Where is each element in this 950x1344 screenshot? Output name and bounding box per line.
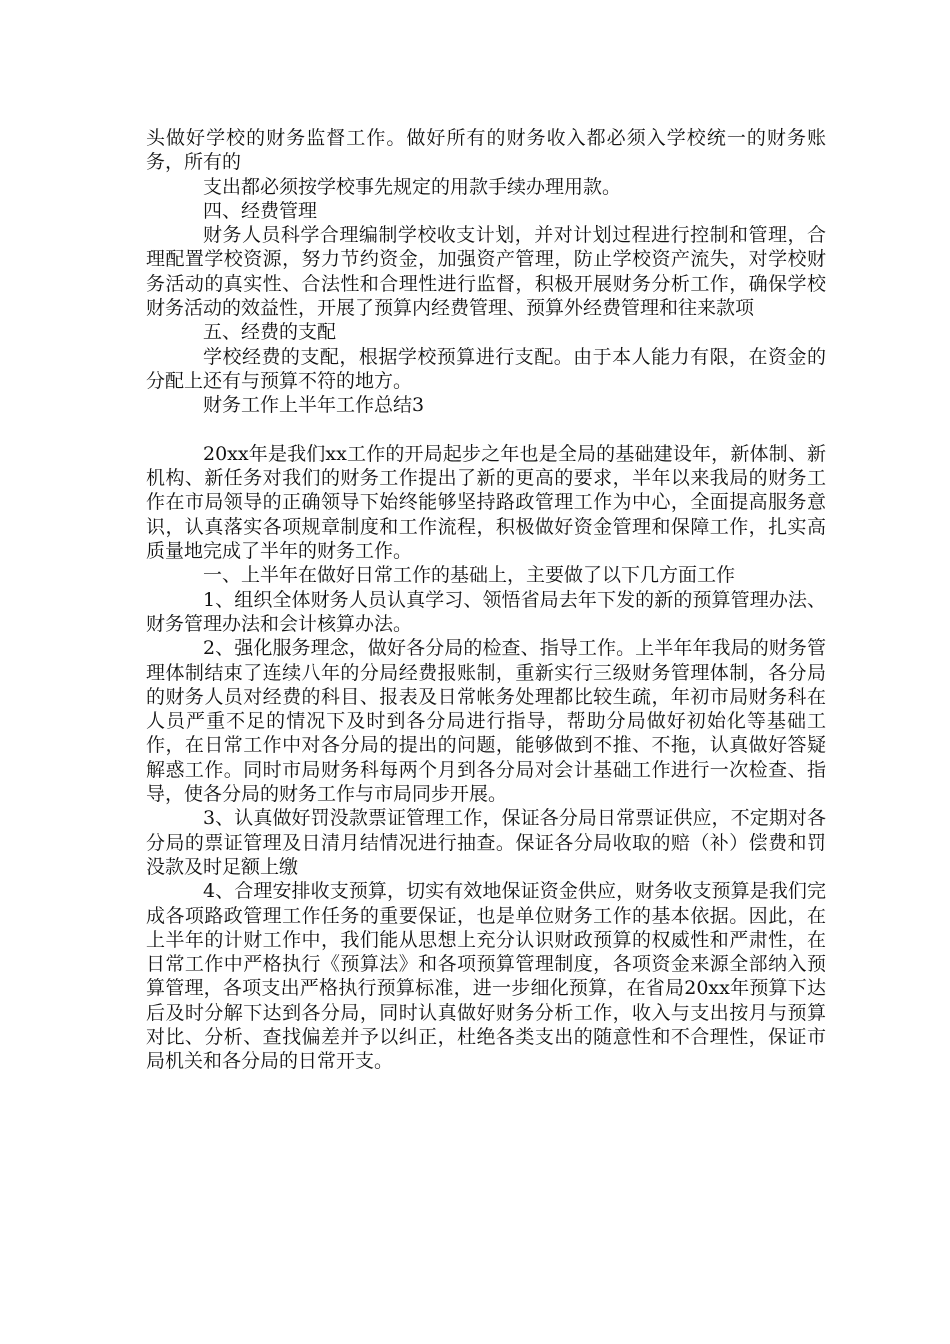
document-body (146, 126, 826, 1074)
list-item-2: 2、强化服务理念，做好各分局的检查、指导工作。上半年年我局的财务管理体制结束了连续八年的分局经费报账制，重新实行三级财务管理体制，各分局的财务人员对经费的科目、报表及日常帐务处理都比较生疏，年初市局财务科在人员严重不足的情况下及时到各分局进行指导，帮助分局做好初始化等基础工作，在日常工作中对各分局的提出的问题，能够做到不推、不拖，认真做好答疑解惑工作。同时市局财务科每两个月到各分局对会计基础工作进行一次检查、指导，使各分局的财务工作与市局同步开展。 (146, 637, 826, 806)
paragraph-expense-allocation: 学校经费的支配，根据学校预算进行支配。由于本人能力有限，在资金的分配上还有与预算不符的地方。 (146, 345, 826, 392)
paragraph-continuation: 头做好学校的财务监督工作。做好所有的财务收入都必须入学校统一的财务账务，所有的 (146, 127, 826, 174)
document-subtitle: 财务工作上半年工作总结3 (203, 394, 425, 417)
paragraph-expense-procedure: 支出都必须按学校事先规定的用款手续办理用款。 (203, 175, 622, 198)
list-item-3: 3、认真做好罚没款票证管理工作，保证各分局日常票证供应，不定期对各分局的票证管理及日清月结情况进行抽查。保证各分局收取的赔（补）偿费和罚没款及时足额上缴 (146, 807, 826, 878)
paragraph-expense-management: 财务人员科学合理编制学校收支计划，并对计划过程进行控制和管理，合理配置学校资源，努力节约资金，加强资产管理，防止学校资产流失，对学校财务活动的真实性、合法性和合理性进行监督，积极开展财务分析工作，确保学校财务活动的效益性，开展了预算内经费管理、预算外经费管理和往来款项 (146, 224, 826, 320)
list-item-1: 1、组织全体财务人员认真学习、领悟省局去年下发的新的预算管理办法、财务管理办法和会计核算办法。 (146, 588, 826, 635)
list-item-4: 4、合理安排收支预算，切实有效地保证资金供应，财务收支预算是我们完成各项路政管理工作任务的重要保证，也是单位财务工作的基本依据。因此，在上半年的计财工作中，我们能从思想上充分认识财政预算的权威性和严肃性，在日常工作中严格执行《预算法》和各项预算管理制度，各项资金来源全部纳入预算管理，各项支出严格执行预算标准，进一步细化预算，在省局20xx年预算下达后及时分解下达到各分局，同时认真做好财务分析工作，收入与支出按月与预算对比、分析、查找偏差并予以纠正，杜绝各类支出的随意性和不合理性，保证市局机关和各分局的日常开支。 (146, 880, 826, 1073)
paragraph-intro: 20xx年是我们xx工作的开局起步之年也是全局的基础建设年，新体制、新机构、新任务对我们的财务工作提出了新的更高的要求，半年以来我局的财务工作在市局领导的正确领导下始终能够坚持路政管理工作为中心，全面提高服务意识，认真落实各项规章制度和工作流程，积极做好资金管理和保障工作，扎实高质量地完成了半年的财务工作。 (146, 442, 826, 563)
section-heading-first-half: 一、上半年在做好日常工作的基础上，主要做了以下几方面工作 (203, 564, 736, 587)
section-heading-expense-management: 四、经费管理 (203, 199, 318, 222)
blank-line (146, 418, 826, 442)
section-heading-expense-allocation: 五、经费的支配 (203, 321, 337, 344)
